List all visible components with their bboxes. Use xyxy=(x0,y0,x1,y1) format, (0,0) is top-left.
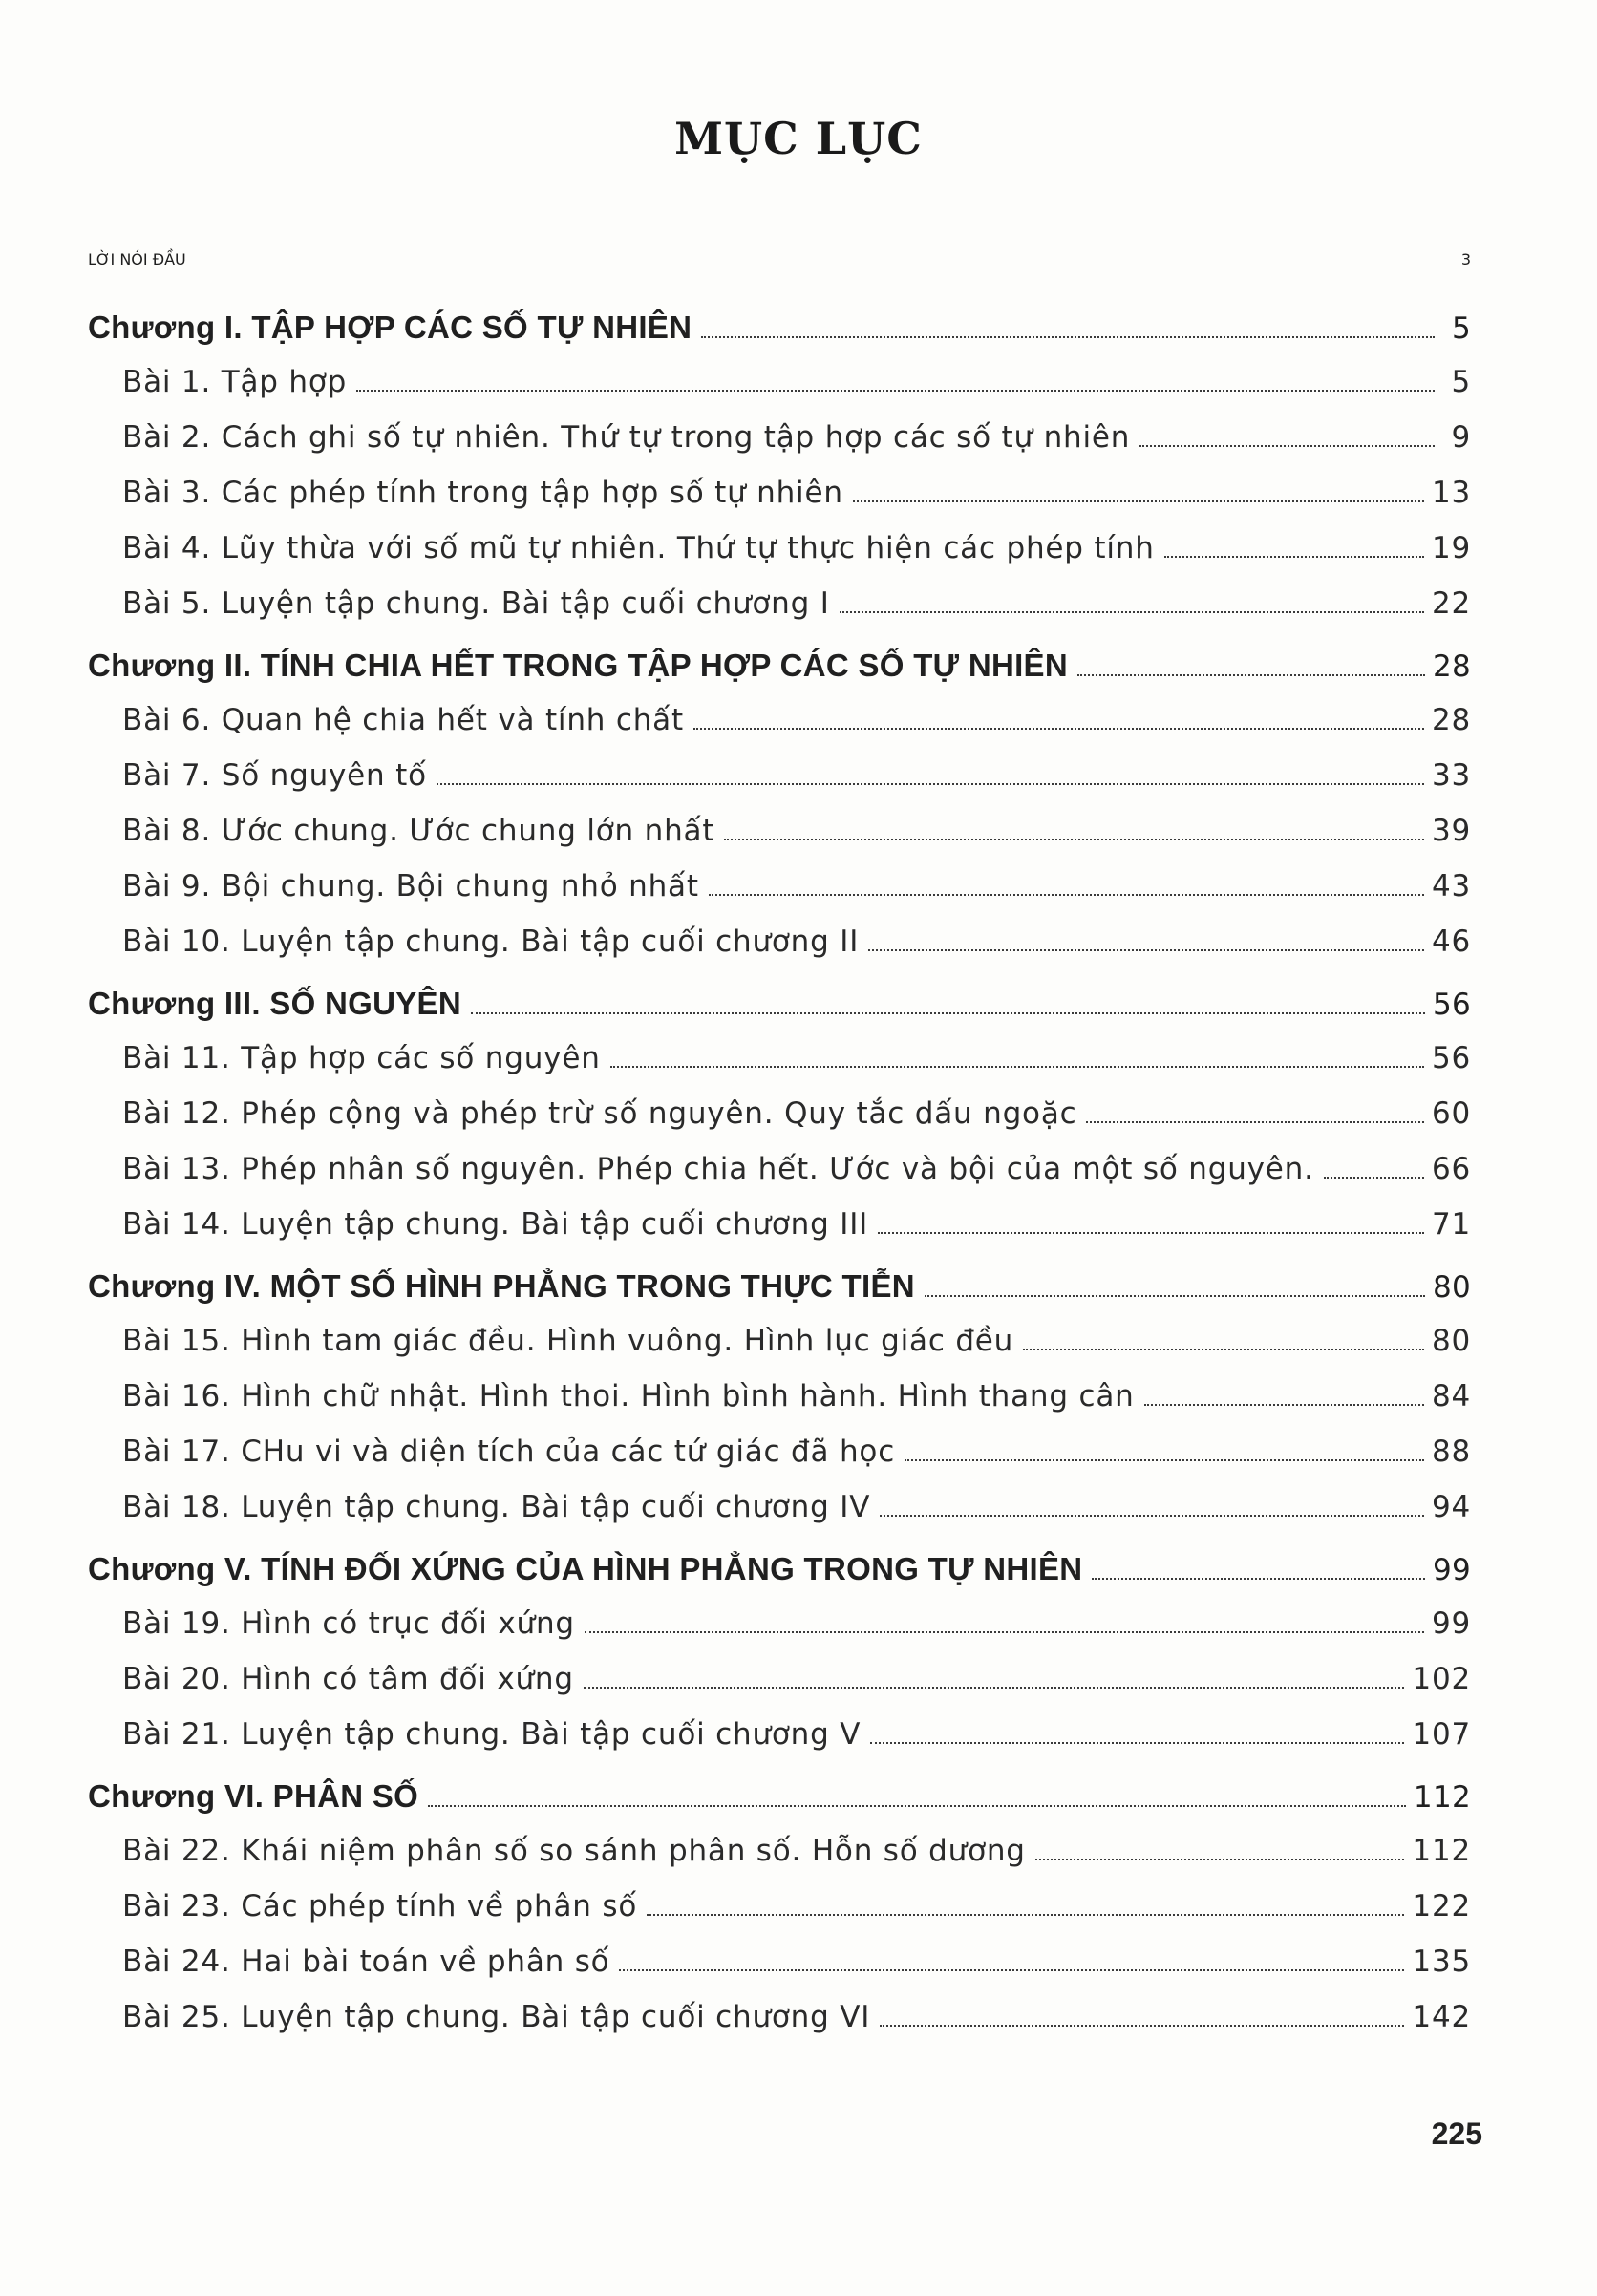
toc-entry-page: 84 xyxy=(1431,1379,1471,1414)
toc-entry-label: Bài 13. Phép nhân số nguyên. Phép chia hết. Ước và bội của một số nguyên. xyxy=(122,1152,1314,1186)
toc-entry-label: Bài 17. CHu vi và diện tích của các tứ giác đã học xyxy=(122,1435,896,1469)
toc-lesson-entry xyxy=(122,1152,1471,1186)
dot-leader xyxy=(870,1742,1404,1744)
toc-entry-label: Bài 3. Các phép tính trong tập hợp số tự nhiên xyxy=(122,476,843,510)
toc-entry-label: Bài 9. Bội chung. Bội chung nhỏ nhất xyxy=(122,869,699,904)
dot-leader xyxy=(610,1066,1424,1068)
dot-leader xyxy=(925,1295,1425,1297)
toc-entry-label: Bài 18. Luyện tập chung. Bài tập cuối chương IV xyxy=(122,1490,871,1524)
toc-entry-label: Chương IV. MỘT SỐ HÌNH PHẲNG TRONG THỰC TIỄN xyxy=(88,1268,915,1304)
toc-chapter-entry xyxy=(88,1551,1471,1587)
toc-lesson-entry xyxy=(122,758,1471,793)
toc-lesson-entry xyxy=(122,1606,1471,1641)
toc-entry-page: 71 xyxy=(1431,1207,1471,1242)
toc-lesson-entry xyxy=(122,1490,1471,1524)
toc-lesson-entry xyxy=(122,420,1471,455)
toc-entry-label: Bài 5. Luyện tập chung. Bài tập cuối chương I xyxy=(122,586,830,621)
toc-lesson-entry xyxy=(122,703,1471,737)
toc-entry-page: 13 xyxy=(1431,476,1471,510)
toc-entry-page: 66 xyxy=(1431,1152,1471,1186)
toc-entry-page: 80 xyxy=(1432,1270,1471,1305)
toc-entry-page: 60 xyxy=(1431,1096,1471,1131)
dot-leader xyxy=(428,1805,1406,1807)
dot-leader xyxy=(878,1232,1424,1234)
toc-entry-page: 5 xyxy=(1451,311,1471,346)
page-title: MỤC LỤC xyxy=(674,113,923,164)
toc-lesson-entry xyxy=(122,925,1471,959)
toc-entry-page: 99 xyxy=(1431,1606,1471,1641)
toc-entry-page: 3 xyxy=(1460,250,1471,268)
dot-leader xyxy=(471,1012,1425,1014)
toc-entry-label: Bài 1. Tập hợp xyxy=(122,365,348,399)
toc-entry-label: Bài 2. Cách ghi số tự nhiên. Thứ tự trong tập hợp các số tự nhiên xyxy=(122,420,1131,455)
toc-entry-label: Chương V. TÍNH ĐỐI XỨNG CỦA HÌNH PHẲNG TRONG TỰ NHIÊN xyxy=(88,1551,1083,1586)
toc-lesson-entry xyxy=(122,1945,1471,1979)
toc-entry-page: 142 xyxy=(1412,2000,1471,2034)
dot-leader xyxy=(1023,1349,1424,1350)
dot-leader xyxy=(1077,674,1425,676)
toc-entry-page: 39 xyxy=(1431,814,1471,848)
toc-entry-page: 46 xyxy=(1431,925,1471,959)
toc-chapter-entry xyxy=(88,1268,1471,1305)
toc-entry-page: 56 xyxy=(1432,988,1471,1022)
dot-leader xyxy=(356,390,1435,392)
toc-lesson-entry xyxy=(122,1207,1471,1242)
toc-lesson-entry xyxy=(122,476,1471,510)
toc-entry-page: 28 xyxy=(1432,649,1471,684)
dot-leader xyxy=(647,1914,1404,1916)
toc-entry-label: Bài 11. Tập hợp các số nguyên xyxy=(122,1041,601,1075)
toc-lesson-entry xyxy=(122,1889,1471,1924)
toc-entry-label: Bài 10. Luyện tập chung. Bài tập cuối chương II xyxy=(122,925,860,959)
dot-leader xyxy=(1035,1859,1405,1860)
toc-entry-label: Chương II. TÍNH CHIA HẾT TRONG TẬP HỢP CÁC SỐ TỰ NHIÊN xyxy=(88,648,1068,683)
dot-leader xyxy=(1324,1177,1424,1179)
toc-entry-page: 56 xyxy=(1431,1041,1471,1075)
toc-entry-label: Chương I. TẬP HỢP CÁC SỐ TỰ NHIÊN xyxy=(88,309,692,345)
toc-chapter-entry xyxy=(88,986,1471,1022)
dot-leader xyxy=(584,1687,1405,1689)
toc-entry-page: 94 xyxy=(1431,1490,1471,1524)
toc-entry-label: Bài 23. Các phép tính về phân số xyxy=(122,1889,638,1924)
dot-leader xyxy=(880,1515,1424,1517)
dot-leader xyxy=(1092,1578,1425,1580)
toc-entry-label: Bài 22. Khái niệm phân số so sánh phân số. Hỗn số dương xyxy=(122,1834,1026,1868)
toc-entry-page: 28 xyxy=(1431,703,1471,737)
toc-entry-page: 107 xyxy=(1412,1717,1471,1752)
toc-entry-label: Bài 24. Hai bài toán về phân số xyxy=(122,1945,610,1979)
toc-entry-label: Bài 8. Ước chung. Ước chung lớn nhất xyxy=(122,814,715,848)
toc-lesson-entry xyxy=(122,1096,1471,1131)
dot-leader xyxy=(868,949,1424,951)
toc-entry-page: 19 xyxy=(1431,531,1471,565)
dot-leader xyxy=(853,500,1424,502)
toc-lesson-entry xyxy=(122,1041,1471,1075)
toc-chapter-entry xyxy=(88,309,1471,346)
dot-leader xyxy=(1144,1404,1424,1406)
toc-chapter-entry xyxy=(88,648,1471,684)
toc-entry-page: 99 xyxy=(1432,1553,1471,1587)
toc-entry-page: 88 xyxy=(1431,1435,1471,1469)
toc-lesson-entry xyxy=(122,1435,1471,1469)
dot-leader xyxy=(1139,445,1435,447)
dot-leader xyxy=(905,1459,1424,1461)
toc-entry-page: 102 xyxy=(1412,1662,1471,1696)
dot-leader xyxy=(619,1969,1404,1971)
dot-leader xyxy=(693,728,1424,730)
toc-entry-label: Bài 20. Hình có tâm đối xứng xyxy=(122,1662,574,1696)
toc-entry-label: Bài 25. Luyện tập chung. Bài tập cuối chương VI xyxy=(122,2000,871,2034)
toc-lesson-entry xyxy=(122,531,1471,565)
dot-leader xyxy=(1164,556,1424,558)
dot-leader xyxy=(437,783,1424,785)
dot-leader xyxy=(724,839,1424,840)
toc-lesson-entry xyxy=(122,814,1471,848)
toc-entry-label: Bài 15. Hình tam giác đều. Hình vuông. Hình lục giác đều xyxy=(122,1324,1014,1358)
toc-lesson-entry xyxy=(122,586,1471,621)
toc-entry-page: 5 xyxy=(1451,365,1471,399)
toc-entry-page: 135 xyxy=(1412,1945,1471,1979)
toc-entry-page: 112 xyxy=(1412,1834,1471,1868)
toc-lesson-entry xyxy=(122,2000,1471,2034)
toc-entry-label: Bài 6. Quan hệ chia hết và tính chất xyxy=(122,703,684,737)
toc-entry-label: Bài 14. Luyện tập chung. Bài tập cuối chương III xyxy=(122,1207,869,1242)
dot-leader xyxy=(709,894,1424,896)
toc-entry-page: 80 xyxy=(1431,1324,1471,1358)
toc-entry-label: Chương VI. PHÂN SỐ xyxy=(88,1778,419,1814)
page-number: 225 xyxy=(1431,2116,1482,2151)
toc-entry-label: Chương III. SỐ NGUYÊN xyxy=(88,986,462,1021)
toc-entry-label: Bài 12. Phép cộng và phép trừ số nguyên. Quy tắc dấu ngoặc xyxy=(122,1096,1077,1131)
toc-entry-label: Bài 7. Số nguyên tố xyxy=(122,758,427,793)
toc-lesson-entry xyxy=(122,1324,1471,1358)
toc-entry-label: Bài 16. Hình chữ nhật. Hình thoi. Hình bình hành. Hình thang cân xyxy=(122,1379,1135,1414)
toc-entry-page: 43 xyxy=(1431,869,1471,904)
toc-entry-page: 22 xyxy=(1431,586,1471,621)
toc-lesson-entry xyxy=(122,365,1471,399)
toc-lesson-entry xyxy=(122,1662,1471,1696)
toc-lesson-entry xyxy=(122,1834,1471,1868)
toc-chapter-entry xyxy=(88,1778,1471,1815)
dot-leader xyxy=(1086,1121,1423,1123)
toc-entry-label: Bài 4. Lũy thừa với số mũ tự nhiên. Thứ tự thực hiện các phép tính xyxy=(122,531,1155,565)
dot-leader xyxy=(701,336,1435,338)
dot-leader xyxy=(840,611,1424,613)
toc-entry-page: 112 xyxy=(1413,1780,1471,1815)
toc-lesson-entry xyxy=(122,869,1471,904)
toc-preface-entry xyxy=(88,250,1471,271)
dot-leader xyxy=(880,2025,1404,2027)
toc-lesson-entry xyxy=(122,1379,1471,1414)
toc-entry-label: Bài 19. Hình có trục đối xứng xyxy=(122,1606,575,1641)
dot-leader xyxy=(585,1631,1424,1633)
toc-entry-page: 122 xyxy=(1412,1889,1471,1924)
toc-entry-label: LỜI NÓI ĐẦU xyxy=(88,250,186,268)
toc-lesson-entry xyxy=(122,1717,1471,1752)
toc-entry-label: Bài 21. Luyện tập chung. Bài tập cuối chương V xyxy=(122,1717,862,1752)
toc-entry-page: 33 xyxy=(1431,758,1471,793)
toc-entry-page: 9 xyxy=(1451,420,1471,455)
